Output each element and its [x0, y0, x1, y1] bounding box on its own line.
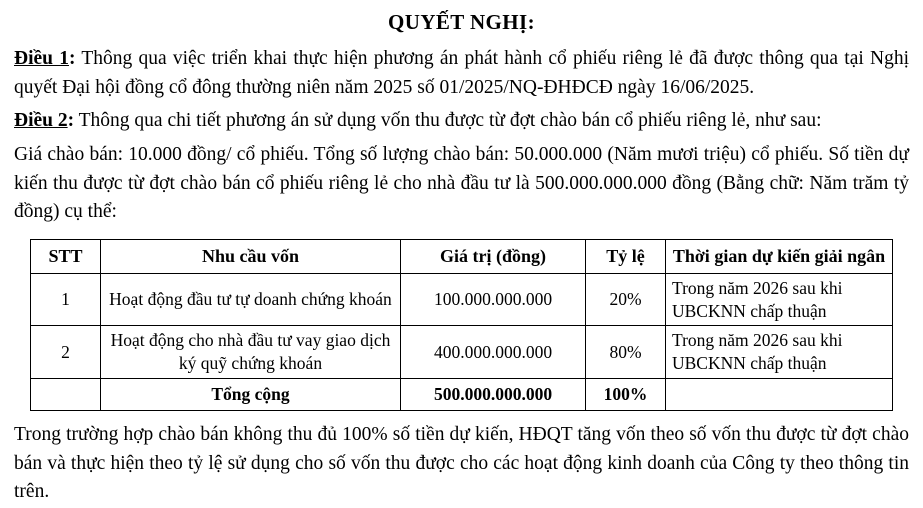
article-2-paragraph: [14, 107, 909, 136]
document-page: [0, 10, 923, 508]
row-2-time: Trong năm 2026 sau khi UBCKNN chấp thuận: [666, 326, 893, 379]
page-title: QUYẾT NGHỊ:: [388, 10, 535, 34]
row-1-need: Hoạt động đầu tư tự doanh chứng khoán: [101, 273, 401, 326]
table-header-value: Giá trị (đồng): [401, 239, 586, 273]
total-value: 500.000.000.000: [401, 378, 586, 410]
total-label: Tổng cộng: [101, 378, 401, 410]
article-1-colon: :: [68, 48, 76, 69]
total-time: [666, 378, 893, 410]
table-header-row: [31, 239, 893, 273]
closing-paragraph: Trong trường hợp chào bán không thu đủ 100% số tiền dự kiến, HĐQT tăng vốn theo số vốn thu được từ đợt chào bán và thực hiện theo tỷ lệ sử dụng cho số vốn thu được cho các hoạt động kinh doanh của Công ty theo thông tin trên.: [14, 423, 909, 503]
table-total-row: [31, 378, 893, 410]
table-header-stt: STT: [31, 239, 101, 273]
article-2-text: Thông qua chi tiết phương án sử dụng vốn thu được từ đợt chào bán cổ phiếu riêng lẻ, như sau:: [74, 110, 822, 132]
row-1-ratio: 20%: [586, 273, 666, 326]
table-row: [31, 273, 893, 326]
total-stt: [31, 378, 101, 410]
document-body: [14, 45, 909, 227]
row-1-value: 100.000.000.000: [401, 273, 586, 326]
row-2-value: 400.000.000.000: [401, 326, 586, 379]
row-2-ratio: 80%: [586, 326, 666, 379]
row-1-time: Trong năm 2026 sau khi UBCKNN chấp thuận: [666, 273, 893, 326]
article-1-paragraph: [14, 45, 909, 102]
table-header-time: Thời gian dự kiến giải ngân: [666, 239, 893, 273]
table-header-need: Nhu cầu vốn: [101, 239, 401, 273]
article-1-text: Thông qua việc triển khai thực hiện phương án phát hành cổ phiếu riêng lẻ đã được thông qua tại Nghị quyết Đại hội đồng cổ đông thường niên năm 2025 số 01/2025/NQ-ĐHĐCĐ ngày 16/06/2025.: [14, 48, 910, 98]
article-2-colon: :: [67, 110, 75, 132]
table-row: [31, 326, 893, 379]
article-2-label: Điều 2: [14, 110, 68, 132]
row-2-stt: 2: [31, 326, 101, 379]
table-header-ratio: Tỷ lệ: [586, 239, 666, 273]
row-2-need: Hoạt động cho nhà đầu tư vay giao dịch ký quỹ chứng khoán: [101, 326, 401, 379]
offering-detail-paragraph: Giá chào bán: 10.000 đồng/ cổ phiếu. Tổng số lượng chào bán: 50.000.000 (Năm mươi triệu) cổ phiếu. Số tiền dự kiến thu được từ đợt chào bán cổ phiếu riêng lẻ cho nhà đầu tư là 500.000.000.000 đồng (Bằng chữ: Năm trăm tỷ đồng) cụ thể:: [14, 143, 909, 223]
row-1-stt: 1: [31, 273, 101, 326]
article-1-label: Điều 1: [14, 48, 69, 69]
total-ratio: 100%: [586, 378, 666, 410]
fund-usage-table: [30, 239, 893, 411]
